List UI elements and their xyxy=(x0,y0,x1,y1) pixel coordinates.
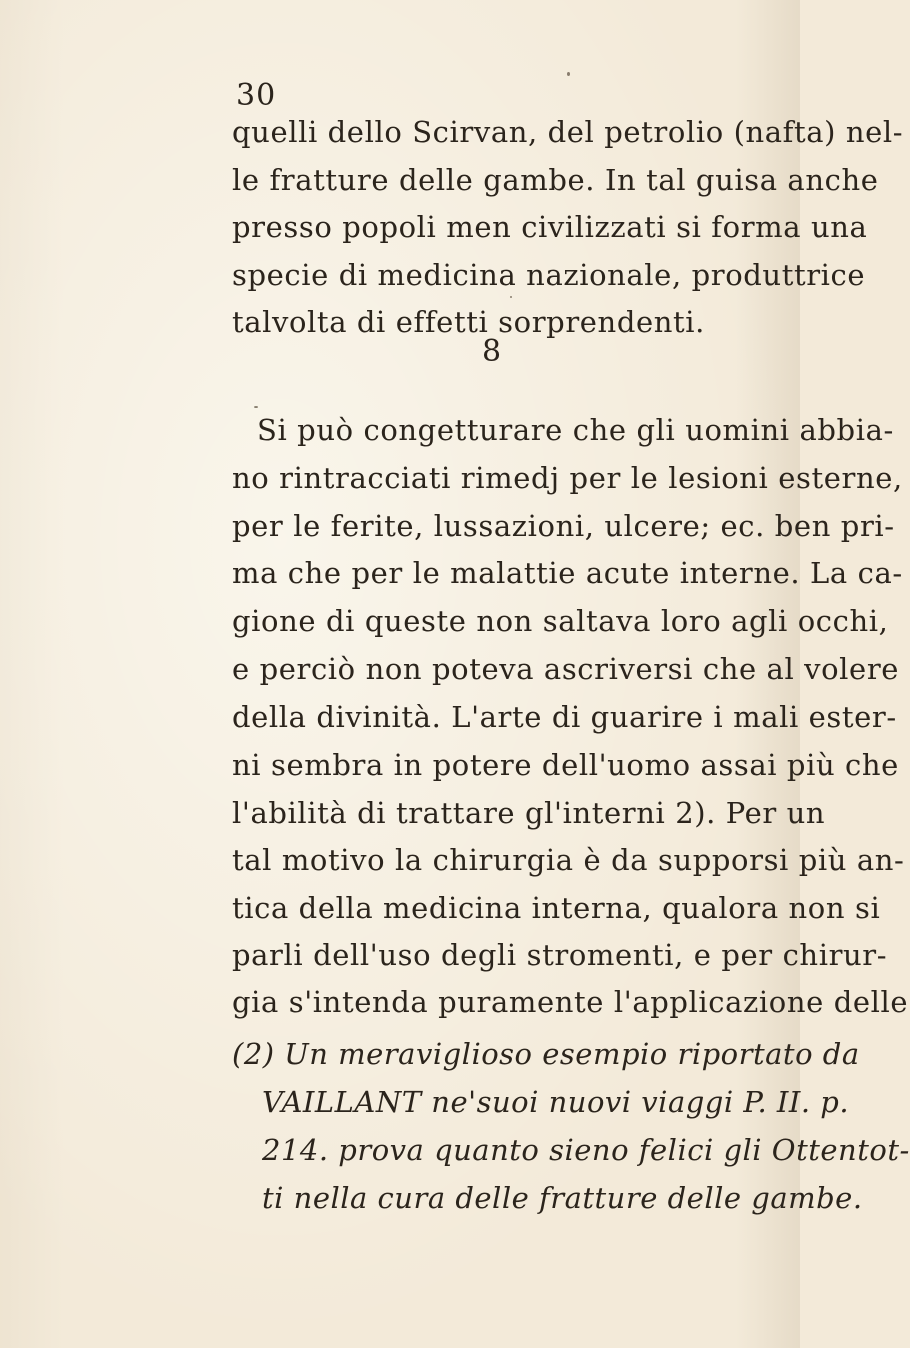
text-line: per le ferite, lussazioni, ulcere; ec. ben pri- xyxy=(232,509,895,543)
text-line: no rintracciati rimedj per le lesioni esterne, xyxy=(232,461,903,495)
text-line: gia s'intenda puramente l'applicazione delle xyxy=(232,985,909,1019)
text-line: talvolta di effetti sorprendenti. xyxy=(232,305,705,339)
text-line: le fratture delle gambe. In tal guisa anche xyxy=(232,163,879,197)
paper-speck xyxy=(254,406,258,408)
footnote-line: (2) Un meraviglioso esempio riportato da xyxy=(232,1037,860,1071)
text-line: tal motivo la chirurgia è da supporsi più an- xyxy=(232,843,905,877)
text-line: Si può congetturare che gli uomini abbia- xyxy=(257,413,894,447)
footnote-line: 214. prova quanto sieno felici gli Ottentot- xyxy=(262,1133,910,1167)
footnote-author-name: VAILLANT xyxy=(262,1085,422,1119)
page-number: 30 xyxy=(236,78,277,113)
text-line: tica della medicina interna, qualora non si xyxy=(232,891,881,925)
section-number: 8 xyxy=(482,334,502,369)
text-line: quelli dello Scirvan, del petrolio (nafta) nel- xyxy=(232,115,904,149)
text-line: della divinità. L'arte di guarire i mali ester- xyxy=(232,700,897,734)
footnote-citation: ne'suoi nuovi viaggi P. II. p. xyxy=(421,1085,850,1119)
text-line: e perciò non poteva ascriversi che al volere xyxy=(232,652,900,686)
text-line: ma che per le malattie acute interne. La ca- xyxy=(232,556,903,590)
text-line: parli dell'uso degli stromenti, e per chirur- xyxy=(232,938,888,972)
footnote-line: ti nella cura delle fratture delle gambe. xyxy=(262,1181,863,1215)
paper-speck xyxy=(567,72,570,76)
paper-speck xyxy=(510,296,512,298)
text-line: ni sembra in potere dell'uomo assai più che xyxy=(232,748,899,782)
text-line: presso popoli men civilizzati si forma una xyxy=(232,210,868,244)
footnote-line xyxy=(262,1085,850,1119)
text-line: gione di queste non saltava loro agli occhi, xyxy=(232,604,889,638)
text-line: specie di medicina nazionale, produttrice xyxy=(232,258,866,292)
text-line: l'abilità di trattare gl'interni 2). Per un xyxy=(232,796,826,830)
